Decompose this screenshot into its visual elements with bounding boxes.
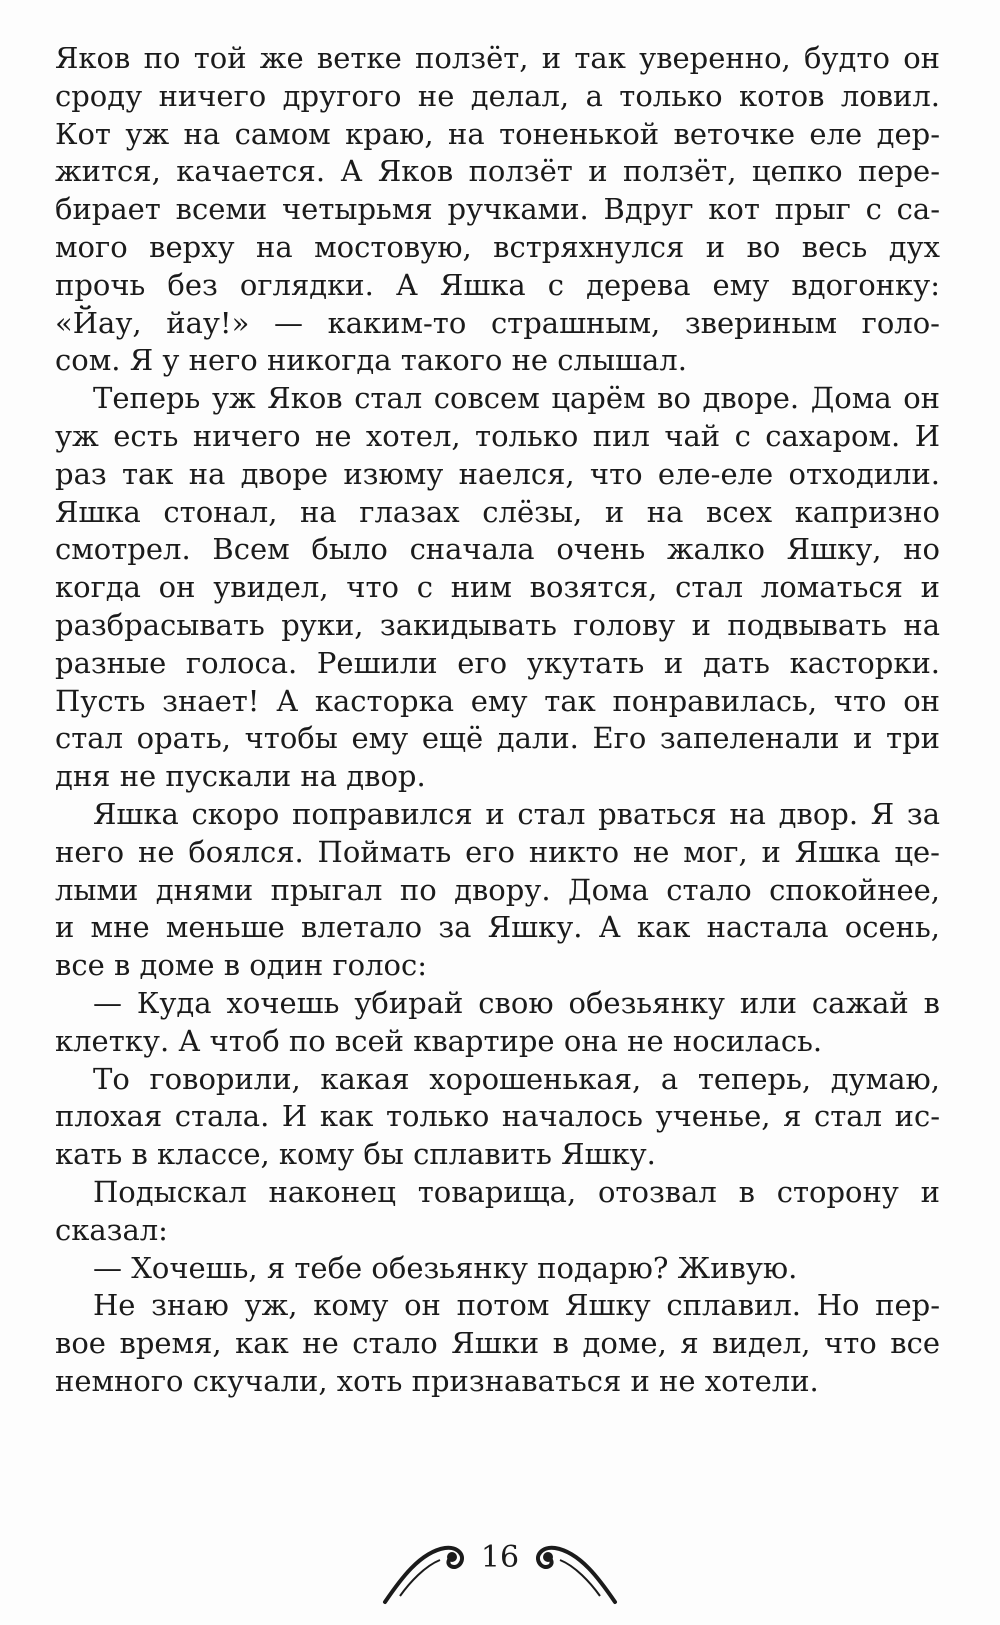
- text-line: Пусть знает! А касторка ему так понравилась, что он: [55, 683, 940, 718]
- text-line: вое время, как не стало Яшки в доме, я видел, что все: [55, 1326, 940, 1361]
- text-line: мого верху на мостовую, встряхнулся и во весь дух: [55, 229, 940, 264]
- body-text: [55, 40, 940, 1401]
- text-line: разные голоса. Решили его укутать и дать касторки.: [55, 645, 940, 680]
- text-line: дня не пускали на двор.: [55, 759, 426, 794]
- text-line: плохая стала. И как только началось ученье, я стал ис-: [55, 1099, 940, 1134]
- text-line: Яшка стонал, на глазах слёзы, и на всех капризно: [55, 494, 940, 529]
- text-line: все в доме в один голос:: [55, 948, 428, 983]
- text-line: прочь без оглядки. А Яшка с дерева ему вдогонку:: [55, 267, 940, 302]
- text-line: немного скучали, хоть признаваться и не хотели.: [55, 1363, 819, 1398]
- text-line: лыми днями прыгал по двору. Дома стало спокойнее,: [55, 872, 940, 907]
- text-line: — Куда хочешь убирай свою обезьянку или сажай в: [93, 985, 940, 1020]
- text-line: Не знаю уж, кому он потом Яшку сплавил. Но пер-: [93, 1288, 940, 1323]
- page-footer: [0, 1530, 1000, 1610]
- text-line: Подыскал наконец товарища, отозвал в сторону и: [93, 1174, 940, 1209]
- text-line: смотрел. Всем было сначала очень жалко Яшку, но: [55, 532, 940, 567]
- text-line: Яков по той же ветке ползёт, и так уверенно, будто он: [55, 41, 940, 75]
- page-number: 16: [480, 1540, 520, 1575]
- text-line: стал орать, чтобы ему ещё дали. Его запеленали и три: [55, 721, 940, 756]
- text-line: кать в классе, кому бы сплавить Яшку.: [55, 1137, 656, 1172]
- text-line: и мне меньше влетало за Яшку. А как настала осень,: [55, 910, 940, 945]
- text-line: сроду ничего другого не делал, а только котов ловил.: [55, 78, 940, 113]
- text-line: Яшка скоро поправился и стал рваться на двор. Я за: [93, 796, 940, 831]
- text-line: клетку. А чтоб по всей квартире она не носилась.: [55, 1023, 823, 1058]
- text-line: него не боялся. Поймать его никто не мог, и Яшка це-: [55, 834, 940, 869]
- text-line: сом. Я у него никогда такого не слышал.: [55, 343, 687, 378]
- text-line: «Йау, йау!» — каким-то страшным, звериным голо-: [55, 305, 940, 340]
- text-line: жится, качается. А Яков ползёт и ползёт, цепко пере-: [55, 154, 940, 189]
- text-line: Теперь уж Яков стал совсем царём во дворе. Дома он: [93, 381, 940, 416]
- text-line: Кот уж на самом краю, на тоненькой веточке еле дер-: [55, 116, 940, 151]
- text-line: когда он увидел, что с ним возятся, стал ломаться и: [55, 570, 940, 605]
- text-line: сказал:: [55, 1212, 168, 1247]
- text-line: То говорили, какая хорошенькая, а теперь, думаю,: [93, 1061, 940, 1096]
- text-line: — Хочешь, я тебе обезьянку подарю? Живую.: [93, 1250, 798, 1285]
- text-line: разбрасывать руки, закидывать голову и подвывать на: [55, 607, 940, 642]
- text-line: уж есть ничего не хотел, только пил чай с сахаром. И: [55, 418, 940, 453]
- text-line: бирает всеми четырьмя ручками. Вдруг кот прыг с са-: [55, 192, 940, 227]
- text-line: раз так на дворе изюму наелся, что еле-еле отходили.: [55, 456, 940, 491]
